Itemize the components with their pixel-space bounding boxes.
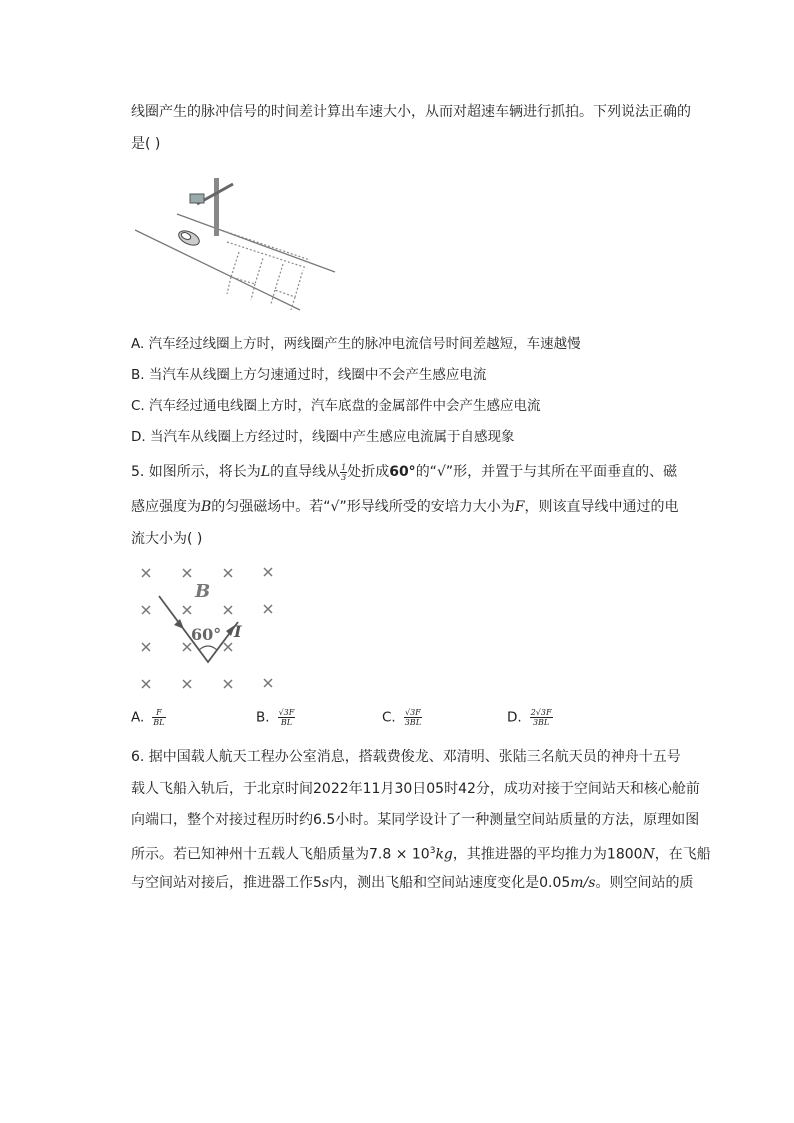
var-F: F [514,499,525,515]
q5-choice-b: B. $\frac{√3F}{BL}$ [256,708,295,727]
q6-line-3: 向端口，整个对接过程历时约6.5小时。某同学设计了一种测量空间站质量的方法，原理如图 [131,812,700,828]
coil-loops [215,228,310,310]
label-B: B [195,581,211,602]
var-L: L [260,464,271,480]
q5-l1-d: 的“√”形，并置于与其所在平面垂直的、磁 [415,464,678,480]
q5-choice-c: C. $\frac{√3F}{3BL}$ [382,708,421,727]
q6-line-5: 与空间站对接后，推进器工作5s内，测出飞船和空间站速度变化是0.05m/s。则空间站的质 [131,875,694,891]
q4-intro-line-1: 线圈产生的脉冲信号的时间差计算出车速大小，从而对超速车辆进行抓拍。下列说法正确的 [131,104,691,120]
fraction-one-third: $\frac{1}{3}$ [341,462,347,482]
label-angle: 60° [191,625,222,644]
traffic-coil-figure [135,172,340,312]
unit-s: s [321,875,330,891]
q4-intro-line-2: 是( ) [131,136,161,152]
q5-choice-a: A. $\frac{F}{BL}$ [131,708,165,727]
unit-m-per-s: m/s [570,875,596,891]
q6-line-4: 所示。若已知神州十五载人飞船质量为$7.8 \times 10^3kg$，其推进器的平均推力为1800N，在飞船 [131,846,711,863]
unit-kg: kg [435,846,453,863]
q4-option-b: B. 当汽车从线圈上方匀速通过时，线圈中不会产生感应电流 [131,367,487,383]
q6-line-1: 6. 据中国载人航天工程办公室消息，搭载费俊龙、邓清明、张陆三名航天员的神舟十五号 [131,749,681,765]
q5-l1-c: 处折成 [347,464,390,480]
car-icon [176,228,201,248]
q5-line-2: 感应强度为B的匀强磁场中。若“√”形导线所受的安培力大小为F，则该直导线中通过的电 [131,499,679,515]
q5-l1-a: 5. 如图所示，将长为 [131,464,261,480]
q5-choice-d: D. $\frac{2√3F}{3BL}$ [507,708,552,727]
q5-line-1 [131,462,677,482]
var-B: B [201,499,212,515]
label-I: I [234,622,242,641]
magnetic-field-figure [133,562,283,694]
q4-option-c: C. 汽车经过通电线圈上方时，汽车底盘的金属部件中会产生感应电流 [131,398,541,414]
unit-N: N [642,846,655,863]
q4-option-a: A. 汽车经过线圈上方时，两线圈产生的脉冲电流信号时间差越短，车速越慢 [131,336,581,352]
q5-l1-b: 的直导线从 [270,464,341,480]
angle-60: 60° [389,464,416,480]
q5-line-3: 流大小为( ) [131,531,203,547]
q6-line-2: 载人飞船入轨后，于北京时间2022年11月30日05时42分，成功对接于空间站天和核心舱前 [131,781,700,797]
q4-option-d: D. 当汽车从线圈上方经过时，线圈中产生感应电流属于自感现象 [131,429,515,445]
